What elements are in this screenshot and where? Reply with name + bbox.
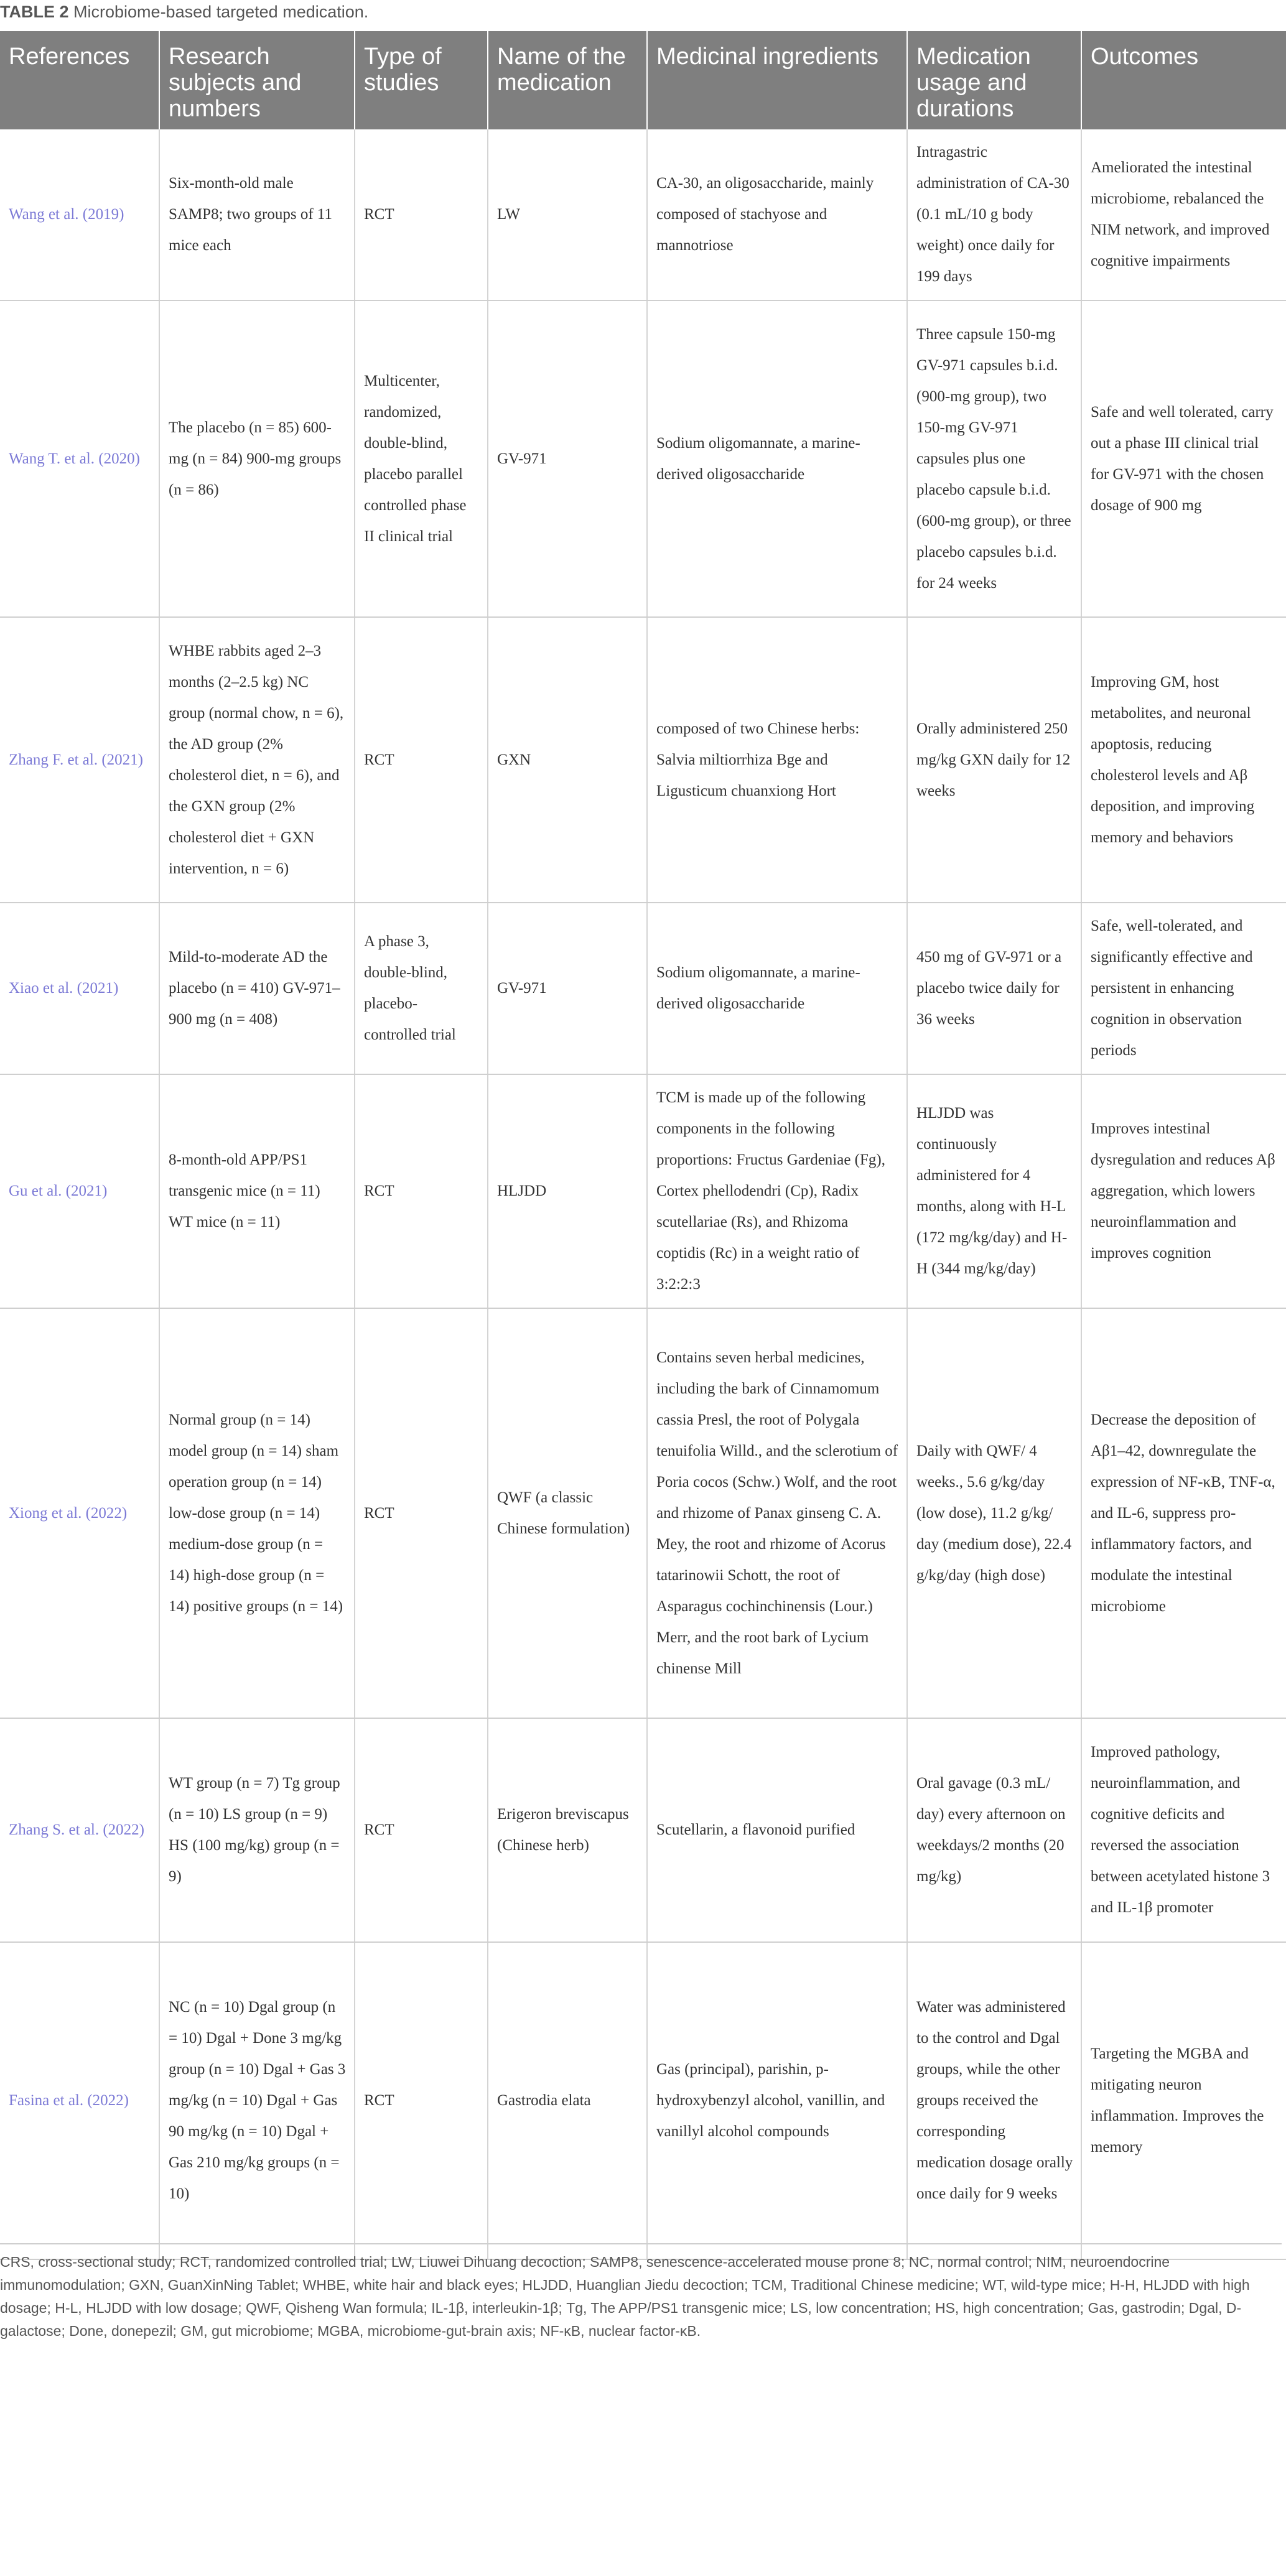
table-header-row [0, 31, 1286, 129]
medication-name-cell: QWF (a classic Chinese formulation) [488, 1308, 647, 1718]
research-subjects-cell: WT group (n = 7) Tg group (n = 10) LS group (n = 9) HS (100 mg/kg) group (n = 9) [159, 1718, 355, 1942]
usage-cell: Intragastric administration of CA-30 (0.1 mL/10 g body weight) once daily for 199 days [907, 129, 1081, 300]
medication-name-cell: GV-971 [488, 300, 647, 617]
column-header: Outcomes [1081, 31, 1286, 129]
outcomes-cell: Improves intestinal dysregulation and reduces Aβ aggregation, which lowers neuroinflammation and improves cognition [1081, 1074, 1286, 1308]
column-header: Research subjects and numbers [159, 31, 355, 129]
outcomes-cell: Safe and well tolerated, carry out a phase III clinical trial for GV-971 with the chosen dosage of 900 mg [1081, 300, 1286, 617]
reference-link[interactable]: Wang et al. (2019) [0, 129, 159, 300]
table-row [0, 1942, 1286, 2259]
column-header: References [0, 31, 159, 129]
column-header: Medicinal ingredients [647, 31, 907, 129]
research-subjects-cell: Normal group (n = 14) model group (n = 14) sham operation group (n = 14) low-dose group (n = 14) medium-dose group (n = 14) high-dose group (n = 14) positive groups (n = 14) [159, 1308, 355, 1718]
usage-cell: Oral gavage (0.3 mL/ day) every afternoon on weekdays/2 months (20 mg/kg) [907, 1718, 1081, 1942]
usage-cell: Three capsule 150-mg GV-971 capsules b.i.d. (900-mg group), two 150-mg GV-971 capsules plus one placebo capsule b.i.d. (600-mg group), or three placebo capsules b.i.d. for 24 weeks [907, 300, 1081, 617]
outcomes-cell: Safe, well-tolerated, and significantly effective and persistent in enhancing cognition in observation periods [1081, 903, 1286, 1074]
research-subjects-cell: Six-month-old male SAMP8; two groups of 11 mice each [159, 129, 355, 300]
ingredients-cell: TCM is made up of the following components in the following proportions: Fructus Gardeniae (Fg), Cortex phellodendri (Cp), Radix scutellariae (Rs), and Rhizoma coptidis (Rc) in a weight ratio of 3:2:2:3 [647, 1074, 907, 1308]
medication-name-cell: GV-971 [488, 903, 647, 1074]
medication-name-cell: HLJDD [488, 1074, 647, 1308]
usage-cell: Orally administered 250 mg/kg GXN daily for 12 weeks [907, 617, 1081, 903]
table-row [0, 903, 1286, 1074]
table-row [0, 617, 1286, 903]
research-subjects-cell: The placebo (n = 85) 600-mg (n = 84) 900-mg groups (n = 86) [159, 300, 355, 617]
research-subjects-cell: Mild-to-moderate AD the placebo (n = 410) GV-971–900 mg (n = 408) [159, 903, 355, 1074]
outcomes-cell: Decrease the deposition of Aβ1–42, downregulate the expression of NF-κB, TNF-α, and IL-6, suppress pro-inflammatory factors, and modulate the intestinal microbiome [1081, 1308, 1286, 1718]
study-type-cell: Multicenter, randomized, double-blind, placebo parallel controlled phase II clinical trial [355, 300, 488, 617]
medication-name-cell: GXN [488, 617, 647, 903]
column-header: Name of the medication [488, 31, 647, 129]
table-row [0, 1718, 1286, 1942]
research-subjects-cell: NC (n = 10) Dgal group (n = 10) Dgal + Done 3 mg/kg group (n = 10) Dgal + Gas 3 mg/kg (n = 10) Dgal + Gas 90 mg/kg (n = 10) Dgal + Gas 210 mg/kg groups (n = 10) [159, 1942, 355, 2259]
reference-link[interactable]: Fasina et al. (2022) [0, 1942, 159, 2259]
medication-name-cell: LW [488, 129, 647, 300]
ingredients-cell: Scutellarin, a flavonoid purified [647, 1718, 907, 1942]
study-type-cell: RCT [355, 1308, 488, 1718]
research-subjects-cell: 8-month-old APP/PS1 transgenic mice (n = 11) WT mice (n = 11) [159, 1074, 355, 1308]
study-type-cell: RCT [355, 129, 488, 300]
reference-link[interactable]: Zhang S. et al. (2022) [0, 1718, 159, 1942]
table-footnote: CRS, cross-sectional study; RCT, randomized controlled trial; LW, Liuwei Dihuang decoction; SAMP8, senescence-accelerated mouse prone 8; NC, normal control; NIM, neuroendocrine immunomodulation; GXN, GuanXinNing Tablet; WHBE, white hair and black eyes; HLJDD, Huanglian Jiedu decoction; TCM, Traditional Chinese medicine; WT, wild-type mice; H-H, HLJDD with high dosage; H-L, HLJDD with low dosage; QWF, Qisheng Wan formula; IL-1β, interleukin-1β; Tg, The APP/PS1 transgenic mice; LS, low concentration; HS, high concentration; Gas, gastrodin; Dgal, D-galactose; Done, donepezil; GM, gut microbiome; MGBA, microbiome-gut-brain axis; NF-κB, nuclear factor-κB. [0, 2243, 1282, 2343]
table-title: Microbiome-based targeted medication. [73, 2, 369, 21]
table-row [0, 129, 1286, 300]
outcomes-cell: Targeting the MGBA and mitigating neuron inflammation. Improves the memory [1081, 1942, 1286, 2259]
reference-link[interactable]: Xiong et al. (2022) [0, 1308, 159, 1718]
ingredients-cell: composed of two Chinese herbs: Salvia miltiorrhiza Bge and Ligusticum chuanxiong Hort [647, 617, 907, 903]
column-header: Type of studies [355, 31, 488, 129]
research-subjects-cell: WHBE rabbits aged 2–3 months (2–2.5 kg) NC group (normal chow, n = 6), the AD group (2% cholesterol diet, n = 6), and the GXN group (2% cholesterol diet + GXN intervention, n = 6) [159, 617, 355, 903]
reference-link[interactable]: Zhang F. et al. (2021) [0, 617, 159, 903]
reference-link[interactable]: Xiao et al. (2021) [0, 903, 159, 1074]
column-header: Medication usage and durations [907, 31, 1081, 129]
study-type-cell: A phase 3, double-blind, placebo-controlled trial [355, 903, 488, 1074]
study-type-cell: RCT [355, 1718, 488, 1942]
usage-cell: 450 mg of GV-971 or a placebo twice daily for 36 weeks [907, 903, 1081, 1074]
usage-cell: Water was administered to the control and Dgal groups, while the other groups received the corresponding medication dosage orally once daily for 9 weeks [907, 1942, 1081, 2259]
medication-name-cell: Gastrodia elata [488, 1942, 647, 2259]
medication-table [0, 31, 1286, 2260]
reference-link[interactable]: Gu et al. (2021) [0, 1074, 159, 1308]
ingredients-cell: Sodium oligomannate, a marine-derived oligosaccharide [647, 903, 907, 1074]
outcomes-cell: Ameliorated the intestinal microbiome, rebalanced the NIM network, and improved cognitive impairments [1081, 129, 1286, 300]
ingredients-cell: Sodium oligomannate, a marine-derived oligosaccharide [647, 300, 907, 617]
table-label: TABLE 2 [0, 2, 69, 21]
study-type-cell: RCT [355, 1942, 488, 2259]
table-caption [0, 2, 368, 22]
table-row [0, 1308, 1286, 1718]
ingredients-cell: CA-30, an oligosaccharide, mainly composed of stachyose and mannotriose [647, 129, 907, 300]
ingredients-cell: Gas (principal), parishin, p-hydroxybenzyl alcohol, vanillin, and vanillyl alcohol compounds [647, 1942, 907, 2259]
medication-name-cell: Erigeron breviscapus (Chinese herb) [488, 1718, 647, 1942]
outcomes-cell: Improved pathology, neuroinflammation, and cognitive deficits and reversed the association between acetylated histone 3 and IL-1β promoter [1081, 1718, 1286, 1942]
study-type-cell: RCT [355, 1074, 488, 1308]
usage-cell: HLJDD was continuously administered for 4 months, along with H-L (172 mg/kg/day) and H-H (344 mg/kg/day) [907, 1074, 1081, 1308]
study-type-cell: RCT [355, 617, 488, 903]
usage-cell: Daily with QWF/ 4 weeks., 5.6 g/kg/day (low dose), 11.2 g/kg/ day (medium dose), 22.4 g/kg/day (high dose) [907, 1308, 1081, 1718]
ingredients-cell: Contains seven herbal medicines, including the bark of Cinnamomum cassia Presl, the root of Polygala tenuifolia Willd., and the sclerotium of Poria cocos (Schw.) Wolf, and the root and rhizome of Panax ginseng C. A. Mey, the root and rhizome of Acorus tatarinowii Schott, the root of Asparagus cochinchinensis (Lour.) Merr, and the root bark of Lycium chinense Mill [647, 1308, 907, 1718]
outcomes-cell: Improving GM, host metabolites, and neuronal apoptosis, reducing cholesterol levels and Aβ deposition, and improving memory and behaviors [1081, 617, 1286, 903]
table-row [0, 1074, 1286, 1308]
reference-link[interactable]: Wang T. et al. (2020) [0, 300, 159, 617]
table-row [0, 300, 1286, 617]
